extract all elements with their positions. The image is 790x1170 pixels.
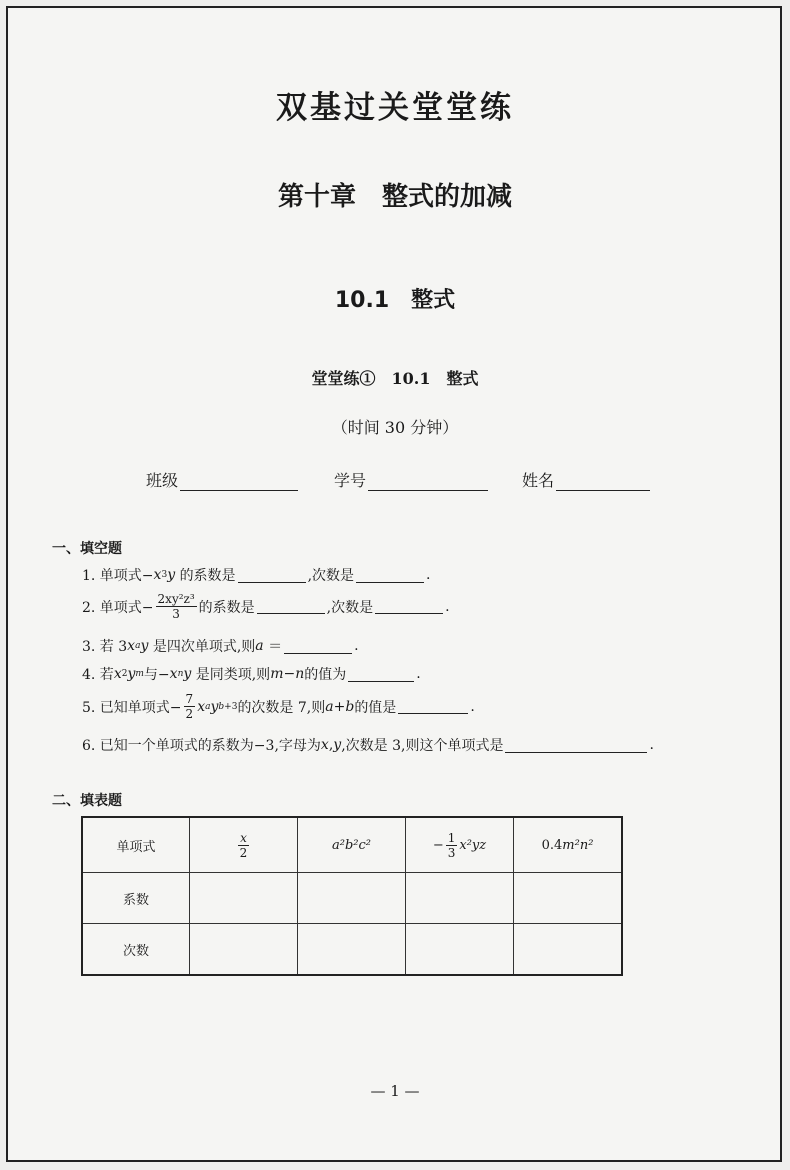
monomial-4: 0.4m²n² [514,817,623,873]
name-label: 姓名 [522,471,555,490]
question-2: 2. 单项式− $\frac{\text{2xy²z³}}{3}$ 的系数是 ,次数是 . [82,592,450,621]
coefficient-cell[interactable] [514,873,623,924]
question-3: 3. 若 3 x a y 是四次单项式,则 a ＝ . [82,638,359,655]
question-1: 1. 单项式− x 3 y 的系数是 ,次数是 . [82,567,431,584]
time-note: （时间 30 分钟） [331,418,459,437]
row-header-degree: 次数 [82,924,190,976]
row-header-monomial: 单项式 [82,817,190,873]
table-row [82,873,622,924]
part1-heading: 一、填空题 [52,541,122,557]
name-blank[interactable] [556,474,650,491]
table-row [82,924,622,976]
q5-fraction: $\frac{7}{2}$ [185,692,194,721]
coefficient-cell[interactable] [190,873,298,924]
coefficient-cell[interactable] [298,873,406,924]
q2-answer-blank-2[interactable] [375,599,443,614]
monomial-3: − $\frac{1}{3}$ x²yz [406,817,514,873]
student-info [146,468,652,491]
degree-cell[interactable] [190,924,298,976]
q1-answer-blank-1[interactable] [238,568,306,583]
q1-answer-blank-2[interactable] [356,568,424,583]
q4-answer-blank[interactable] [348,667,414,682]
page-number: — 1 — [370,1082,420,1100]
part2-heading: 二、填表题 [52,793,122,809]
table-row [82,817,622,873]
q3-answer-blank[interactable] [284,639,352,654]
section-title: 10.1 整式 [334,288,456,313]
book-title: 双基过关堂堂练 [276,90,514,126]
question-4: 4. 若 x 2 y m 与− x n y 是同类项,则 m − n 的值为 . [82,666,421,683]
id-label: 学号 [334,471,367,490]
id-field[interactable] [334,468,490,491]
degree-cell[interactable] [298,924,406,976]
class-label: 班级 [146,471,179,490]
question-5: 5. 已知单项式− $\frac{7}{2}$ x a y b+3 的次数是 7,则 a + b 的值是 . [82,692,475,721]
name-field[interactable] [522,468,652,491]
chapter-title: 第十章 整式的加减 [277,182,512,212]
class-blank[interactable] [180,474,298,491]
question-6: 6. 已知一个单项式的系数为−3,字母为 x , y ,次数是 3,则这个单项式是 . [82,737,654,754]
monomial-1: $\frac{x}{2}$ [190,817,298,873]
monomial-table [81,816,623,976]
degree-cell[interactable] [514,924,623,976]
exercise-title: 堂堂练① 10.1 整式 [311,369,479,388]
q2-answer-blank-1[interactable] [257,599,325,614]
coefficient-cell[interactable] [406,873,514,924]
q2-fraction: $\frac{\text{2xy²z³}}{3}$ [157,592,195,621]
q5-answer-blank[interactable] [398,699,468,714]
degree-cell[interactable] [406,924,514,976]
q6-answer-blank[interactable] [505,738,647,753]
monomial-2: a²b²c² [298,817,406,873]
class-field[interactable] [146,468,300,491]
id-blank[interactable] [368,474,488,491]
row-header-coefficient: 系数 [82,873,190,924]
